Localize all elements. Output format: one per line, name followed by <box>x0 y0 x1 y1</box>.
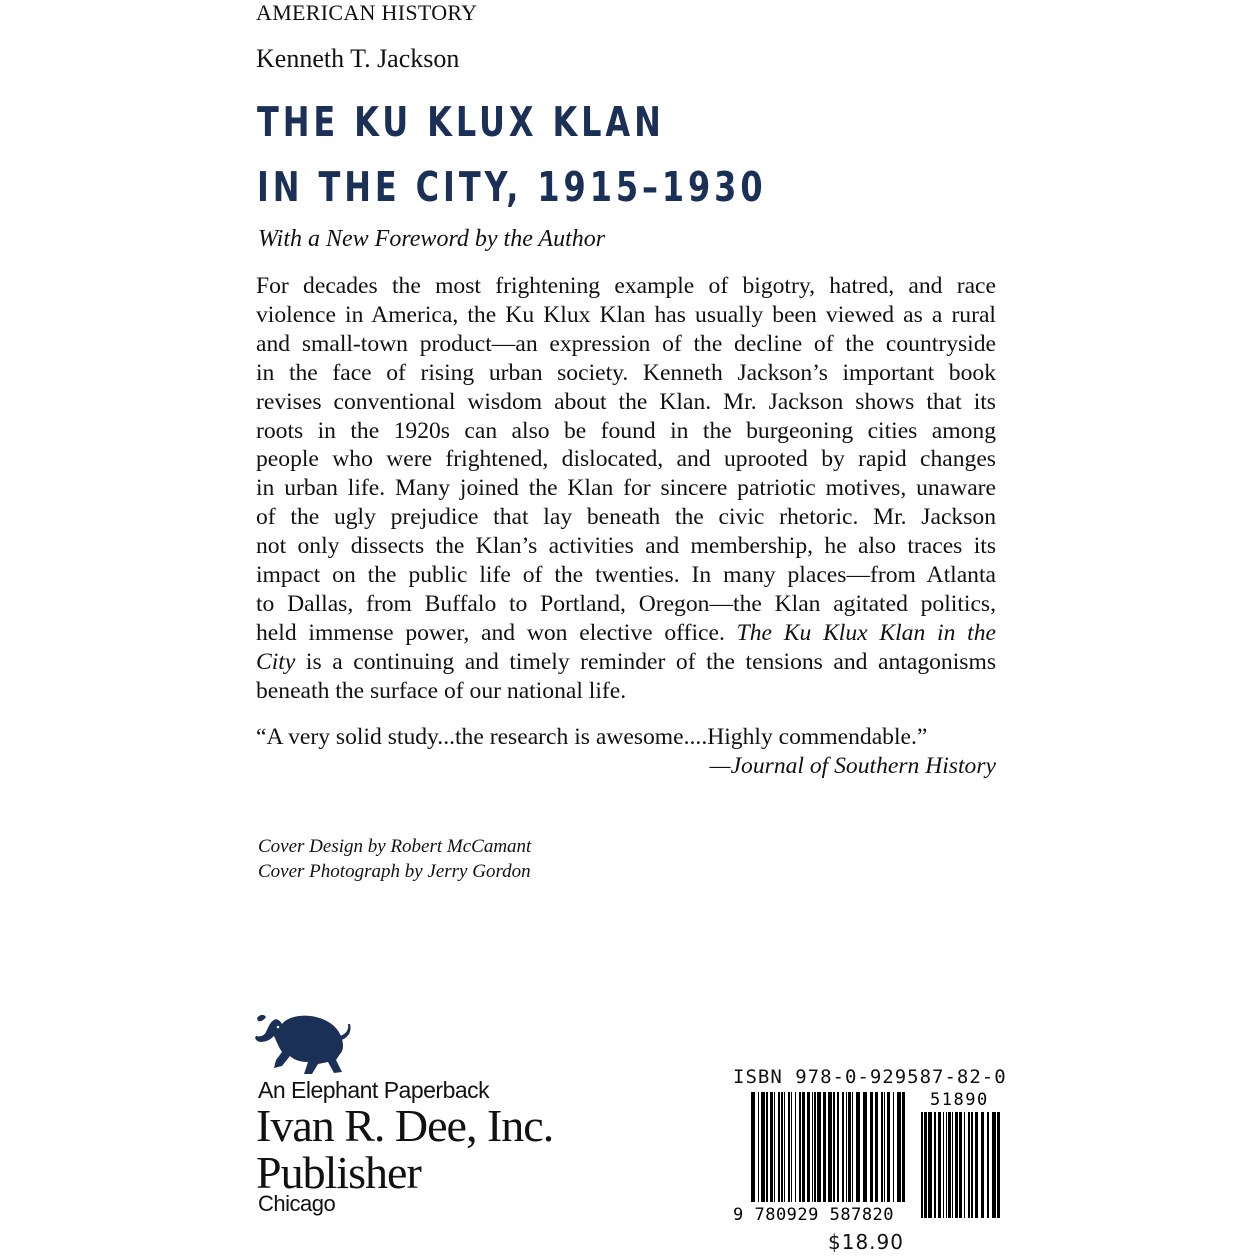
barcode-bar <box>997 1112 1000 1218</box>
barcode-bar <box>981 1112 984 1218</box>
blurb-line: to Dallas, from Buffalo to Portland, Oregon—the Klan agitated politics, <box>256 590 996 617</box>
blurb-line: revises conventional wisdom about the Klan. Mr. Jackson shows that its <box>256 388 996 415</box>
blurb-line: in urban life. Many joined the Klan for sincere patriotic motives, unaware <box>256 475 996 502</box>
barcode-bar <box>774 1092 775 1218</box>
barcode-bar <box>784 1092 785 1218</box>
publisher-role: Publisher <box>256 1147 421 1198</box>
foreword-note: With a New Foreword by the Author <box>258 226 606 252</box>
category-label: AMERICAN HISTORY <box>256 0 478 25</box>
book-title-italic: The Ku Klux Klan in the <box>736 619 996 646</box>
barcode-bar <box>795 1092 796 1218</box>
blurb-line: of the ugly prejudice that lay beneath the civic rhetoric. Mr. Jackson <box>256 504 996 531</box>
barcode-bar <box>992 1112 996 1218</box>
barcode-bar <box>770 1092 773 1218</box>
barcode-bar <box>751 1092 755 1218</box>
blurb-text: is a continuing and timely reminder of the tensions and antagonisms <box>295 648 996 675</box>
barcode-bar <box>987 1112 989 1218</box>
barcode-bar <box>761 1092 765 1218</box>
barcode-bar <box>758 1092 759 1218</box>
ean-digits: 9 780929 587820 <box>733 1205 895 1225</box>
barcode-bar <box>921 1112 923 1218</box>
cover-design-credit: Cover Design by Robert McCamant <box>258 836 532 857</box>
barcode-bar <box>955 1112 958 1218</box>
author-name: Kenneth T. Jackson <box>256 44 460 73</box>
price-label: $18.90 <box>828 1230 904 1254</box>
blurb-line: For decades the most frightening example of bigotry, hatred, and race <box>256 273 996 299</box>
barcode-bar <box>893 1092 894 1218</box>
series-name: An Elephant Paperback <box>258 1077 490 1103</box>
barcode-bar <box>856 1092 860 1218</box>
barcode-bar <box>846 1092 847 1218</box>
barcode-bar <box>766 1092 768 1218</box>
barcode-bar <box>833 1092 835 1218</box>
barcode-bar <box>870 1092 873 1218</box>
barcode-bar <box>971 1112 973 1218</box>
description-blurb <box>256 272 996 706</box>
barcode-bar <box>807 1092 810 1218</box>
barcode-bar <box>975 1112 978 1218</box>
book-title-line-2: IN THE CITY, 1915–1930 <box>257 163 767 211</box>
barcode-bar <box>788 1092 790 1218</box>
elephant-icon <box>252 1010 352 1076</box>
barcode-bar <box>946 1112 947 1218</box>
review-quote <box>256 723 996 781</box>
barcode-bar <box>924 1112 927 1218</box>
barcode-bar <box>802 1092 805 1218</box>
barcode-bar <box>781 1092 783 1218</box>
barcode-bar <box>948 1112 951 1218</box>
barcode-bar <box>881 1092 883 1218</box>
barcode-bar <box>842 1092 844 1218</box>
barcode-bar <box>952 1112 953 1218</box>
barcode-bar <box>848 1092 851 1218</box>
barcode-bar <box>837 1092 839 1218</box>
addon-bars <box>921 1112 1000 1218</box>
blurb-line: in the face of rising urban society. Kenneth Jackson’s important book <box>256 359 996 386</box>
cover-credits <box>258 834 531 884</box>
barcode-bar <box>943 1112 944 1218</box>
barcode <box>733 1090 1008 1225</box>
publisher-name: Ivan R. Dee, Inc. <box>256 1100 554 1151</box>
book-title-italic-end: City <box>256 648 296 675</box>
ean-bars <box>751 1092 905 1218</box>
barcode-bar <box>817 1092 821 1218</box>
blurb-line: not only dissects the Klan’s activities and membership, he also traces its <box>256 533 996 560</box>
isbn-number: ISBN 978-0-929587-82-0 <box>733 1066 1007 1088</box>
barcode-bar <box>897 1092 901 1218</box>
blurb-line: people who were frightened, dislocated, and uprooted by rapid changes <box>256 446 996 473</box>
blurb-line-13 <box>256 619 996 648</box>
publisher-city: Chicago <box>258 1191 336 1216</box>
barcode-bar <box>964 1112 965 1218</box>
blurb-line: and small-town product—an expression of the decline of the countryside <box>256 330 996 357</box>
cover-photo-credit: Cover Photograph by Jerry Gordon <box>258 861 531 882</box>
blurb-line: impact on the public life of the twenties. In many places—from Atlanta <box>256 562 996 589</box>
barcode-bar <box>938 1112 941 1218</box>
barcode-bar <box>852 1092 853 1218</box>
barcode-bar <box>887 1092 890 1218</box>
blurb-line: roots in the 1920s can also be found in the burgeoning cities among <box>256 417 996 444</box>
barcode-bar <box>791 1092 792 1218</box>
barcode-bar <box>934 1112 936 1218</box>
price-code: 51890 <box>930 1090 989 1110</box>
barcode-bar <box>828 1092 832 1218</box>
blurb-line: beneath the surface of our national life. <box>256 677 627 704</box>
barcode-bar <box>875 1092 878 1218</box>
barcode-bar <box>863 1092 867 1218</box>
barcode-bar <box>968 1112 970 1218</box>
book-title-line-1: THE KU KLUX KLAN <box>257 98 665 146</box>
barcode-bar <box>823 1092 826 1218</box>
barcode-bar <box>902 1092 905 1218</box>
blurb-text: held immense power, and won elective office. <box>256 619 725 646</box>
barcode-bar <box>959 1112 962 1218</box>
barcode-bar <box>928 1112 932 1218</box>
quote-text: “A very solid study...the research is awesome....Highly commendable.” <box>256 724 928 750</box>
barcode-bar <box>778 1092 780 1218</box>
barcode-bar <box>799 1092 801 1218</box>
blurb-line-14 <box>256 648 996 677</box>
quote-source: —Journal of Southern History <box>709 753 996 779</box>
blurb-line: violence in America, the Ku Klux Klan has usually been viewed as a rural <box>256 301 996 328</box>
barcode-bar <box>884 1092 885 1218</box>
barcode-bar <box>812 1092 813 1218</box>
barcode-bar <box>814 1092 816 1218</box>
